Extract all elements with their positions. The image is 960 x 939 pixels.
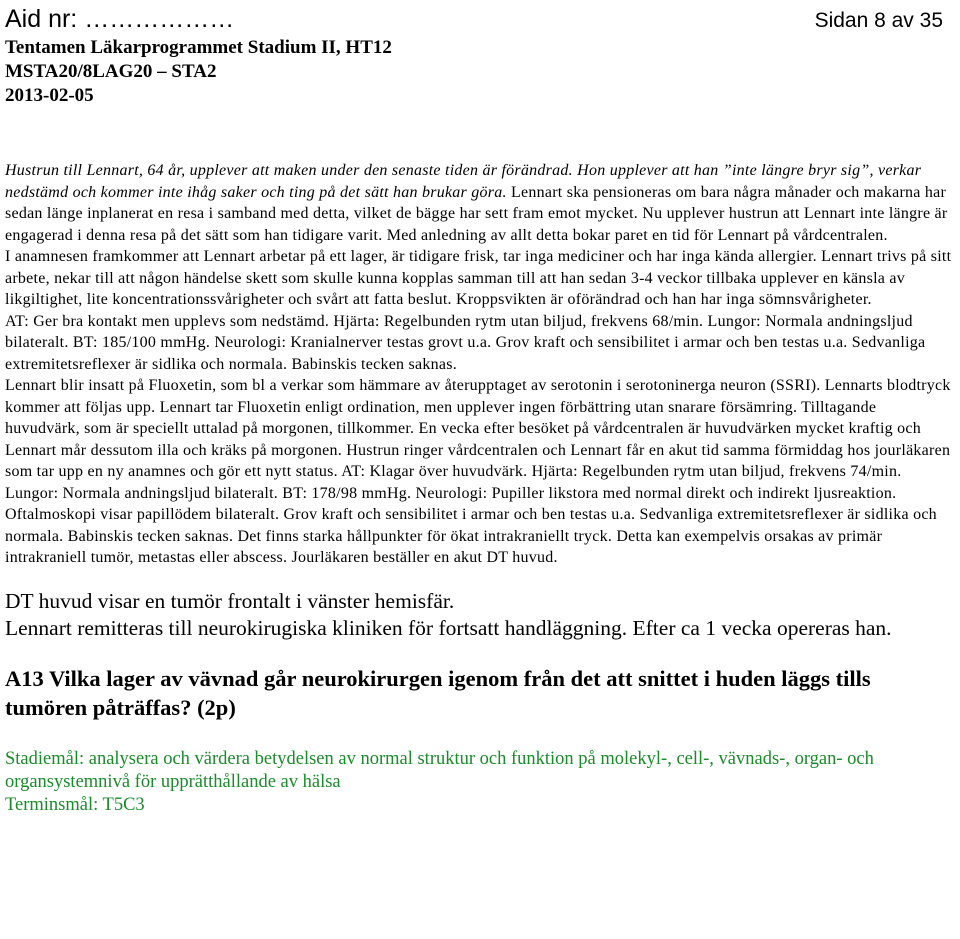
findings-referral: Lennart remitteras till neurokirugiska kliniken för fortsatt handläggning. Efter ca 1 vecka opereras han. bbox=[5, 615, 892, 640]
term-goal: Terminsmål: T5C3 bbox=[5, 794, 145, 815]
case-course: Lennart blir insatt på Fluoxetin, som bl a verkar som hämmare av återupptaget av serotonin i serotoninerga neuron (SSRI). Lennarts blodtryck kommer att följas upp. Lennart tar Fluoxetin enligt ordination, men upplever ingen förbättring utan snarare försämring. Tilltagande huvudvärk, som är speciellt uttalad på morgonen, tillkommer. En vecka efter besöket på vårdcentralen är huvudvärken mycket kraftig och Lennart mår dessutom illa och kräks på morgonen. Hustrun ringer vårdcentralen och Lennart får en akut tid samma förmiddag hos jourläkaren som tar upp en ny anamnes och gör ett nytt status. AT: Klagar över huvudvärk. Hjärta: Regelbunden rytm utan biljud, frekvens 74/min. Lungor: Normala andningsljud bilateralt. BT: 178/98 mmHg. Neurologi: Pupiller likstora med normal direkt och indirekt ljusreaktion. Oftalmoskopi visar papillödem bilateralt. Grov kraft och sensibilitet i armar och ben testas u.a. Sedvanliga extremitetsreflexer är sidlika och normala. Babinskis tecken saknas. Det finns starka hållpunkter för ökat intrakraniellt tryck. Detta kan exempelvis orsakas av primär intrakraniell tumör, metastas eller abscess. Jourläkaren beställer en akut DT huvud. bbox=[5, 377, 951, 566]
page-number: Sidan 8 av 35 bbox=[814, 9, 943, 32]
case-status: AT: Ger bra kontakt men upplevs som nedstämd. Hjärta: Regelbunden rytm utan biljud, frekvens 68/min. Lungor: Normala andningsljud bilateralt. BT: 185/100 mmHg. Neurologi: Kranialnerver testas grovt u.a. Grov kraft och sensibilitet i armar och ben testas u.a. Sedvanliga extremitetsreflexer är sidlika och normala. Babinskis tecken saknas. bbox=[5, 312, 926, 373]
stage-goal: Stadiemål: analysera och värdera betydelsen av normal struktur och funktion på molekyl-, cell-, vävnads-, organ- och organsystemnivå för upprätthållande av hälsa bbox=[5, 748, 874, 792]
case-description bbox=[5, 160, 955, 569]
case-intro-italic: Hustrun till Lennart, 64 år, upplever att maken under den senaste tiden är förändrad. Hon upplever att han ”inte längre bryr sig”, verkar nedstämd och kommer inte ihåg saker och ting på det sätt han brukar göra. bbox=[5, 162, 922, 201]
exam-page bbox=[5, 0, 955, 817]
exam-title: Tentamen Läkarprogrammet Stadium II, HT12 bbox=[5, 37, 392, 58]
exam-date: 2013-02-05 bbox=[5, 85, 94, 106]
aid-number: Aid nr: ……………… bbox=[5, 5, 235, 33]
page-header bbox=[5, 4, 955, 36]
question-a13: A13 Vilka lager av vävnad går neurokirurgen igenom från det att snittet i huden läggs tills tumören påträffas? (2p) bbox=[5, 665, 871, 720]
findings-ct: DT huvud visar en tumör frontalt i vänster hemisfär. bbox=[5, 588, 455, 613]
findings bbox=[5, 588, 955, 642]
case-anamnesis: I anamnesen framkommer att Lennart arbetar på ett lager, är tidigare frisk, tar inga mediciner och har inga kända allergier. Lennart trivs på sitt arbete, nekar till att någon händelse skett som skulle kunna kopplas samman till att han sedan 3-4 veckor tillbaka upplever en känsla av likgiltighet, lite koncentrationssvårigheter och svårt att fatta beslut. Kroppsvikten är oförändrad och han har inga sömnsvårigheter. bbox=[5, 248, 952, 308]
case-intro bbox=[5, 160, 955, 246]
case-intro-rest: Lennart ska pensioneras om bara några månader och makarna har sedan länge inplanerat en resa i samband med detta, vilket de bägge har sett fram emot mycket. Nu upplever hustrun att Lennart inte längre är engagerad i denna resa på det sätt som han tidigare varit. Med anledning av allt detta bokar paret en tid för Lennart på vårdcentralen. bbox=[5, 183, 948, 244]
course-code: MSTA20/8LAG20 – STA2 bbox=[5, 61, 217, 82]
learning-goals bbox=[5, 748, 955, 817]
